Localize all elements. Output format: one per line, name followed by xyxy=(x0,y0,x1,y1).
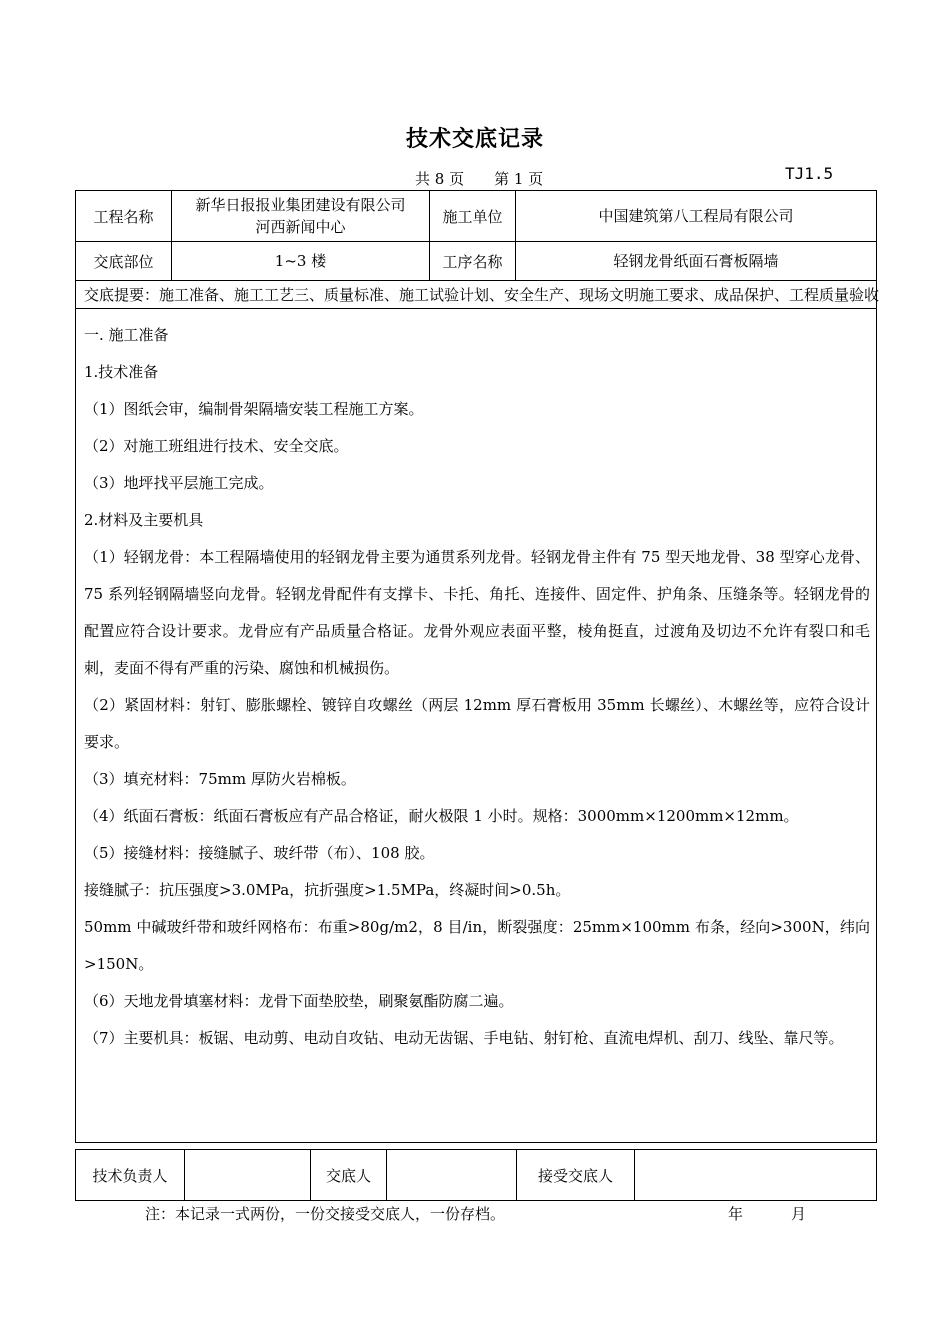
paragraph: 一. 施工准备 xyxy=(84,326,169,344)
paragraph: （1）轻钢龙骨：本工程隔墙使用的轻钢龙骨主要为通贯系列龙骨。轻钢龙骨主件有 75 型天地龙骨、38 型穿心龙骨、75 系列轻钢隔墙竖向龙骨。轻钢龙骨配件有支撑卡、卡托、角托、连接件、固定件、护角条、压缝条等。轻钢龙骨的配置应符合设计要求。龙骨应有产品质量合格证。龙骨外观应表面平整，棱角挺直，过渡角及切边不允许有裂口和毛刺，麦面不得有严重的污染、腐蚀和机械损伤。 xyxy=(84,548,870,677)
page-info xyxy=(0,164,950,190)
paragraph: （7）主要机具：板锯、电动剪、电动自攻钻、电动无齿锯、手电钻、射钉枪、直流电焊机、刮刀、线坠、靠尺等。 xyxy=(84,1029,844,1047)
paragraph: 1.技术准备 xyxy=(84,363,159,381)
receiver-label: 接受交底人 xyxy=(517,1150,635,1201)
signature-table xyxy=(75,1149,877,1201)
paragraph: （2）对施工班组进行技术、安全交底。 xyxy=(84,437,349,455)
location-value: 1~3 楼 xyxy=(172,242,430,281)
paragraph: （3）填充材料：75mm 厚防火岩棉板。 xyxy=(84,770,356,788)
month-label: 月 xyxy=(791,1205,807,1223)
process-value: 轻钢龙骨纸面石膏板隔墙 xyxy=(516,242,877,281)
paragraph: 接缝腻子：抗压强度>3.0MPa，抗折强度>1.5MPa，终凝时间>0.5h。 xyxy=(84,881,571,899)
location-label: 交底部位 xyxy=(76,242,172,281)
tech-lead-label: 技术负责人 xyxy=(76,1150,185,1201)
paragraph: 50mm 中碱玻纤带和玻纤网格布：布重>80g/m2，8 目/in，断裂强度：25mm×100mm 布条，经向>300N，纬向>150N。 xyxy=(84,918,870,973)
contractor-value: 中国建筑第八工程局有限公司 xyxy=(516,191,877,242)
project-name-line2: 河西新闻中心 xyxy=(255,218,346,236)
footer-note: 注：本记录一式两份，一份交接受交底人，一份存档。 xyxy=(145,1205,506,1223)
content-body xyxy=(76,309,877,1143)
page-counter xyxy=(415,168,547,189)
total-pages: 共 8 页 xyxy=(415,170,465,188)
paragraph: （5）接缝材料：接缝腻子、玻纤带（布）、108 胶。 xyxy=(84,844,435,862)
record-table xyxy=(75,190,880,1143)
document-title: 技术交底记录 xyxy=(405,127,544,152)
summary-text: 施工准备、施工工艺三、质量标准、施工试验计划、安全生产、现场文明施工要求、成品保护、工程质量验收 xyxy=(159,286,880,304)
paragraph: （6）天地龙骨填塞材料：龙骨下面垫胶垫，刷聚氨酯防腐二遍。 xyxy=(84,992,514,1010)
receiver-signature[interactable] xyxy=(635,1150,877,1201)
year-label: 年 xyxy=(728,1205,744,1223)
paragraph: （4）纸面石膏板：纸面石膏板应有产品合格证，耐火极限 1 小时。规格：3000mm×1200mm×12mm。 xyxy=(84,807,799,825)
paragraph: 2.材料及主要机具 xyxy=(84,511,204,529)
project-name-label: 工程名称 xyxy=(76,191,172,242)
project-name-line1: 新华日报报业集团建设有限公司 xyxy=(195,196,406,214)
paragraph: （2）紧固材料：射钉、膨胀螺栓、镀锌自攻螺丝（两层 12mm 厚石膏板用 35mm 长螺丝）、木螺丝等，应符合设计要求。 xyxy=(84,696,870,751)
current-page: 第 1 页 xyxy=(494,170,544,188)
project-name-value xyxy=(172,191,430,242)
paragraph: （1）图纸会审，编制骨架隔墙安装工程施工方案。 xyxy=(84,400,424,418)
tech-lead-signature[interactable] xyxy=(185,1150,311,1201)
presenter-signature[interactable] xyxy=(387,1150,517,1201)
form-code: TJ1.5 xyxy=(785,164,834,183)
presenter-label: 交底人 xyxy=(311,1150,387,1201)
paragraph: （3）地坪找平层施工完成。 xyxy=(84,474,274,492)
summary-row xyxy=(76,281,880,309)
contractor-label: 施工单位 xyxy=(430,191,516,242)
process-label: 工序名称 xyxy=(430,242,516,281)
summary-label: 交底提要： xyxy=(84,286,160,304)
